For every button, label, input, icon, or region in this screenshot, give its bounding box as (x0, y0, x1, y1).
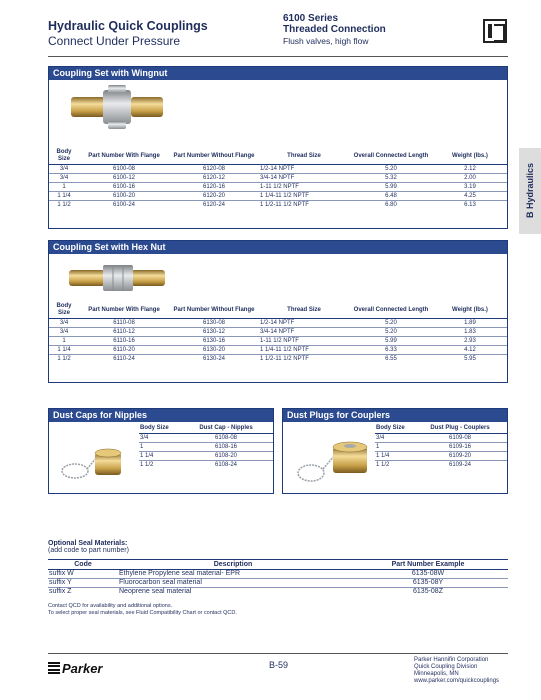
table-row (48, 579, 508, 588)
table-cell: 6135-08W (348, 570, 508, 579)
table-cell: suffix Y (48, 579, 118, 588)
table-cell: 5.99 (349, 337, 433, 346)
wingnut-section (48, 66, 508, 229)
table-row (49, 174, 507, 183)
table-cell: 6100-08 (79, 165, 169, 174)
table-cell: 1 1/4 (139, 452, 179, 461)
page-title: Hydraulic Quick Couplings (48, 19, 208, 33)
table-cell: 6108-20 (179, 452, 273, 461)
table-cell: 1 (49, 183, 79, 192)
table-cell: 1-11 1/2 NPTF (259, 183, 349, 192)
table-cell: 6120-16 (169, 183, 259, 192)
parker-logo (48, 660, 102, 676)
address-line: Minneapolis, MN (414, 671, 459, 677)
table-row (375, 443, 507, 452)
table-cell: suffix W (48, 570, 118, 579)
description-label: Flush valves, high flow (283, 36, 369, 46)
table-cell: 5.95 (464, 356, 476, 363)
hexnut-table (49, 301, 507, 364)
dust-plugs-table (375, 423, 507, 470)
table-cell: 6130-16 (169, 337, 259, 346)
table-cell: 6.55 (385, 356, 397, 363)
dust-plugs-title: Dust Plugs for Couplers (283, 409, 507, 422)
hexnut-section-title: Coupling Set with Hex Nut (49, 241, 507, 254)
col-body-size: Body Size (139, 423, 179, 434)
col-part-without-flange: Part Number Without Flange (169, 147, 259, 165)
parker-bars-icon (48, 662, 60, 674)
table-cell: 6.80 (385, 202, 397, 209)
col-part-example: Part Number Example (348, 560, 508, 570)
table-cell: 2.00 (433, 174, 507, 183)
dust-caps-title: Dust Caps for Nipples (49, 409, 273, 422)
table-cell: 3/4-14 NPTF (259, 328, 349, 337)
table-cell: 6108-16 (179, 443, 273, 452)
table-cell: 4.25 (433, 192, 507, 201)
table-cell: 6120-12 (169, 174, 259, 183)
dust-plugs-section (282, 408, 508, 494)
col-overall-length: Overall Connected Length (349, 301, 433, 319)
table-cell: 1 1/2 (57, 202, 71, 209)
table-cell: 6108-24 (214, 462, 238, 469)
table-cell: 3/4 (49, 319, 79, 328)
col-thread-size: Thread Size (259, 147, 349, 165)
col-body-size: Body Size (49, 301, 79, 319)
table-cell: 1 1/2-11 1/2 NPTF (260, 202, 309, 209)
table-cell: 1 1/2 (57, 356, 71, 363)
series-logo-icon (483, 19, 507, 43)
table-cell: 6100-24 (112, 202, 136, 209)
table-cell: 1 (49, 337, 79, 346)
table-cell: 6120-20 (169, 192, 259, 201)
col-part-with-flange: Part Number With Flange (79, 147, 169, 165)
table-cell: 1 1/4-11 1/2 NPTF (259, 346, 349, 355)
table-cell: 1 1/2 (140, 462, 154, 469)
note-seal-selection: To select proper seal materials, see Fluid Compatibility Chart or contact QCD. (48, 610, 237, 616)
table-cell: 1-11 1/2 NPTF (259, 337, 349, 346)
table-row (139, 452, 273, 461)
table-cell: 1 1/4 (375, 452, 413, 461)
col-weight: Weight (lbs.) (433, 301, 507, 319)
side-tab-label: B Hydraulics (525, 163, 535, 219)
table-cell: 6120-24 (202, 202, 226, 209)
page-subtitle: Connect Under Pressure (48, 34, 181, 48)
table-row (139, 461, 273, 470)
table-cell: 6130-24 (202, 356, 226, 363)
table-row (375, 461, 507, 470)
table-cell: 1.83 (433, 328, 507, 337)
col-dust-cap: Dust Cap - Nipples (179, 423, 273, 434)
table-cell: 6110-08 (79, 319, 169, 328)
table-cell: 6120-08 (169, 165, 259, 174)
wingnut-table (49, 147, 507, 210)
col-part-without-flange: Part Number Without Flange (169, 301, 259, 319)
table-row (49, 355, 507, 364)
table-cell: 5.99 (349, 183, 433, 192)
table-row (139, 434, 273, 443)
col-part-with-flange: Part Number With Flange (79, 301, 169, 319)
table-row (49, 328, 507, 337)
table-cell: 3/4 (49, 174, 79, 183)
table-cell: 1.89 (433, 319, 507, 328)
table-cell: 1 1/4 (49, 346, 79, 355)
parker-wordmark: Parker (62, 660, 103, 676)
table-row (49, 337, 507, 346)
table-cell: 6130-08 (169, 319, 259, 328)
side-tab-hydraulics[interactable] (519, 148, 541, 234)
table-cell: 3/4 (49, 328, 79, 337)
table-row (49, 201, 507, 210)
table-cell: 3/4 (49, 165, 79, 174)
table-cell: 5.20 (349, 319, 433, 328)
table-cell: Fluorocarbon seal material (118, 579, 348, 588)
table-cell: 6.48 (349, 192, 433, 201)
table-cell: 6110-12 (79, 328, 169, 337)
col-body-size: Body Size (375, 423, 413, 434)
table-cell: 6.13 (464, 202, 476, 209)
header-left (48, 19, 208, 48)
table-row (49, 346, 507, 355)
address-line: Parker Hannifin Corporation (414, 657, 489, 663)
table-cell: 6135-08Y (348, 579, 508, 588)
table-cell: 3/4 (375, 434, 413, 443)
table-row (139, 443, 273, 452)
dust-caps-section (48, 408, 274, 494)
note-availability: Contact QCD for availability and additional options. (48, 603, 173, 609)
table-cell: 3.19 (433, 183, 507, 192)
col-weight: Weight (lbs.) (433, 147, 507, 165)
address-line: Quick Coupling Division (414, 664, 478, 670)
header-series (283, 13, 386, 46)
col-description: Description (118, 560, 348, 570)
table-cell: 6100-20 (79, 192, 169, 201)
table-row (49, 183, 507, 192)
table-cell: 6100-12 (79, 174, 169, 183)
table-row (49, 319, 507, 328)
table-cell: 6109-24 (448, 462, 472, 469)
seal-subtitle: (add code to part number) (48, 547, 129, 554)
table-cell: 2.93 (433, 337, 507, 346)
table-cell: 6130-12 (169, 328, 259, 337)
table-cell: 6100-16 (79, 183, 169, 192)
table-row (49, 165, 507, 174)
table-cell: 6109-08 (413, 434, 507, 443)
table-cell: suffix Z (49, 588, 72, 596)
table-row (49, 192, 507, 201)
table-row (48, 588, 508, 597)
table-cell: 6110-16 (79, 337, 169, 346)
table-cell: 5.20 (349, 165, 433, 174)
footer-divider (48, 653, 508, 654)
table-cell: 6.33 (349, 346, 433, 355)
table-cell: 6135-08Z (413, 588, 443, 596)
table-cell: 4.12 (433, 346, 507, 355)
table-cell: 1 1/4-11 1/2 NPTF (259, 192, 349, 201)
table-cell: 1 1/4 (49, 192, 79, 201)
table-cell: Neoprene seal material (119, 588, 192, 596)
col-overall-length: Overall Connected Length (349, 147, 433, 165)
connection-label: Threaded Connection (283, 24, 386, 35)
table-cell: 1 1/2-11 1/2 NPTF (260, 356, 309, 363)
seal-table (48, 559, 508, 597)
table-cell: 6108-08 (179, 434, 273, 443)
seal-heading (48, 540, 129, 554)
notes (48, 603, 237, 617)
dust-plug-image (293, 431, 373, 487)
table-cell: 1 (375, 443, 413, 452)
col-code: Code (48, 560, 118, 570)
hexnut-section (48, 240, 508, 383)
table-row (375, 452, 507, 461)
table-cell: 6109-20 (413, 452, 507, 461)
table-row (48, 570, 508, 579)
table-cell: 6130-20 (169, 346, 259, 355)
table-cell: 6109-16 (413, 443, 507, 452)
dust-cap-image (59, 435, 125, 485)
header-divider (48, 56, 508, 57)
address-link[interactable]: www.parker.com/quickcouplings (414, 678, 500, 684)
wingnut-coupling-image (69, 84, 165, 130)
table-cell: 6110-20 (79, 346, 169, 355)
table-cell: 6110-24 (113, 356, 135, 363)
table-row (375, 434, 507, 443)
table-cell: 1 (139, 443, 179, 452)
table-cell: 1/2-14 NPTF (259, 165, 349, 174)
footer-address (414, 657, 499, 685)
wingnut-section-title: Coupling Set with Wingnut (49, 67, 507, 80)
table-cell: 1 1/2 (376, 462, 390, 469)
series-label: 6100 Series (283, 13, 339, 24)
hexnut-coupling-image (67, 263, 167, 293)
col-thread-size: Thread Size (259, 301, 349, 319)
table-cell: Ethylene Propylene seal material- EPR (118, 570, 348, 579)
table-cell: 5.32 (349, 174, 433, 183)
table-cell: 5.20 (349, 328, 433, 337)
col-body-size: Body Size (49, 147, 79, 165)
table-cell: 1/2-14 NPTF (259, 319, 349, 328)
seal-title: Optional Seal Materials: (48, 540, 128, 547)
dust-caps-table (139, 423, 273, 470)
table-cell: 3/4 (139, 434, 179, 443)
table-cell: 2.12 (433, 165, 507, 174)
page-number: B-59 (269, 660, 289, 670)
col-dust-plug: Dust Plug - Couplers (413, 423, 507, 434)
table-cell: 3/4-14 NPTF (259, 174, 349, 183)
